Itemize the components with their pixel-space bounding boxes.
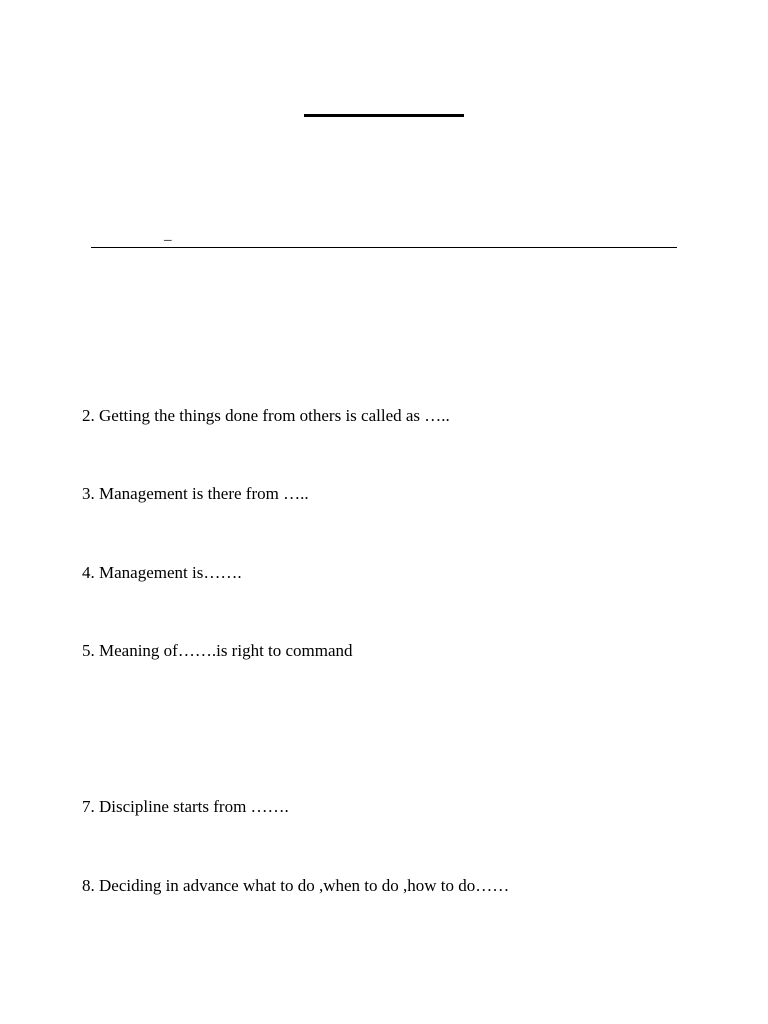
header-underscore-mark: _	[164, 227, 172, 243]
question-3: 3. Management is there from …..	[82, 484, 309, 503]
title-underline-rule	[304, 114, 464, 117]
question-5: 5. Meaning of…….is right to command	[82, 641, 353, 660]
question-8: 8. Deciding in advance what to do ,when to do ,how to do……	[82, 876, 510, 895]
question-7: 7. Discipline starts from …….	[82, 797, 289, 816]
question-2: 2. Getting the things done from others is called as …..	[82, 406, 450, 425]
section-divider-rule	[91, 247, 677, 248]
question-4: 4. Management is…….	[82, 563, 242, 582]
